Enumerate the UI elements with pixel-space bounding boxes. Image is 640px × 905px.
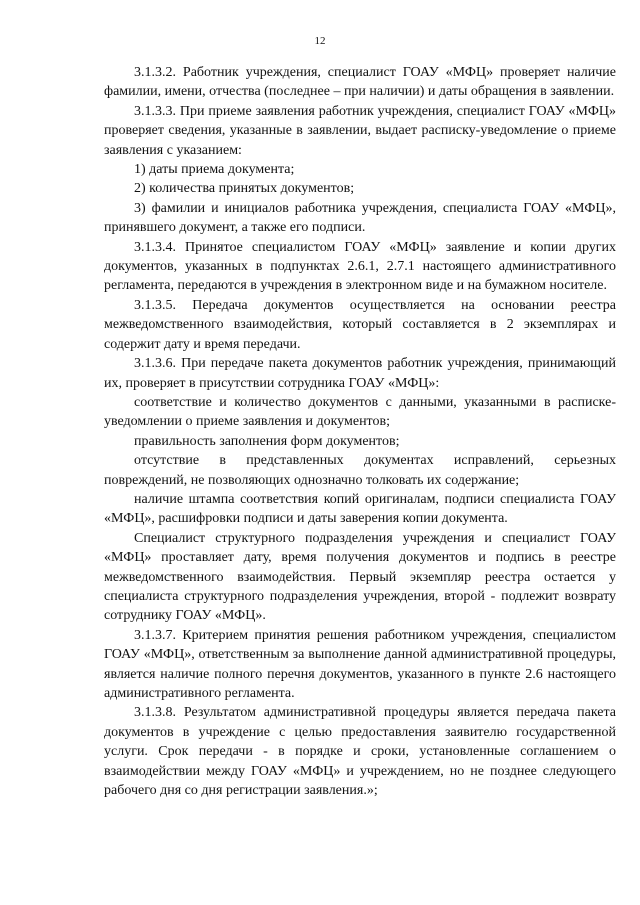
page-number: 12 [314, 35, 326, 47]
paragraph-3-1-3-6: 3.1.3.6. При передаче пакета документов работник учреждения, принимающий их, проверяет в присутствии сотрудника ГОАУ «МФЦ»: [104, 356, 616, 391]
check-item-corrections: отсутствие в представленных документах исправлений, серьезных повреждений, не позволяющих однозначно толковать их содержание; [104, 453, 616, 488]
paragraph-3-1-3-5: 3.1.3.5. Передача документов осуществляется на основании реестра межведомственного взаимодействия, который составляется в 2 экземплярах и содержит дату и время передачи. [104, 297, 616, 352]
paragraph-3-1-3-7: 3.1.3.7. Критерием принятия решения работником учреждения, специалистом ГОАУ «МФЦ», ответственным за выполнение данной административной процедуры, является наличие полного перечня документов, указанного в пункте 2.6 настоящего административного регламента. [104, 627, 616, 701]
check-item-correspondence: соответствие и количество документов с данными, указанными в расписке-уведомлении о приеме заявления и документов; [104, 394, 616, 430]
paragraph-3-1-3-8: 3.1.3.8. Результатом административной процедуры является передача пакета документов в учреждение с целью предоставления заявителю государственной услуги. Срок передачи - в порядке и сроки, установленные соглашением о взаимодействии между ГОАУ «МФЦ» и учреждением, но не позднее следующего рабочего дня со дня регистрации заявления.»; [104, 705, 616, 799]
paragraph-3-1-3-3: 3.1.3.3. При приеме заявления работник учреждения, специалист ГОАУ «МФЦ» проверяет сведения, указанные в заявлении, выдает расписку-уведомление о приеме заявления с указанием: [104, 103, 616, 158]
list-item-count: 2) количества принятых документов; [134, 181, 355, 197]
check-item-forms: правильность заполнения форм документов; [134, 433, 400, 449]
check-item-stamp: наличие штампа соответствия копий оригиналам, подписи специалиста ГОАУ «МФЦ», расшифровки подписи и даты заверения копии документа. [104, 491, 616, 527]
paragraph-3-1-3-4: 3.1.3.4. Принятое специалистом ГОАУ «МФЦ» заявление и копии других документов, указанных в подпунктах 2.6.1, 2.7.1 настоящего административного регламента, передаются в учреждения в электронном виде и на бумажном носителе. [104, 239, 616, 294]
document-body [104, 63, 616, 800]
list-item-signature: 3) фамилии и инициалов работника учреждения, специалиста ГОАУ «МФЦ», принявшего документ, а также его подписи. [104, 200, 616, 236]
paragraph-3-1-3-2: 3.1.3.2. Работник учреждения, специалист ГОАУ «МФЦ» проверяет наличие фамилии, имени, отчества (последнее – при наличии) и даты обращения в заявлении. [104, 65, 616, 100]
paragraph-registry: Специалист структурного подразделения учреждения и специалист ГОАУ «МФЦ» проставляет дату, время получения документов и подпись в реестре межведомственного взаимодействия. Первый экземпляр реестра остается у специалиста структурного подразделения учреждения, второй - подлежит возврату сотруднику ГОАУ «МФЦ». [104, 530, 616, 624]
list-item-date: 1) даты приема документа; [134, 162, 295, 178]
